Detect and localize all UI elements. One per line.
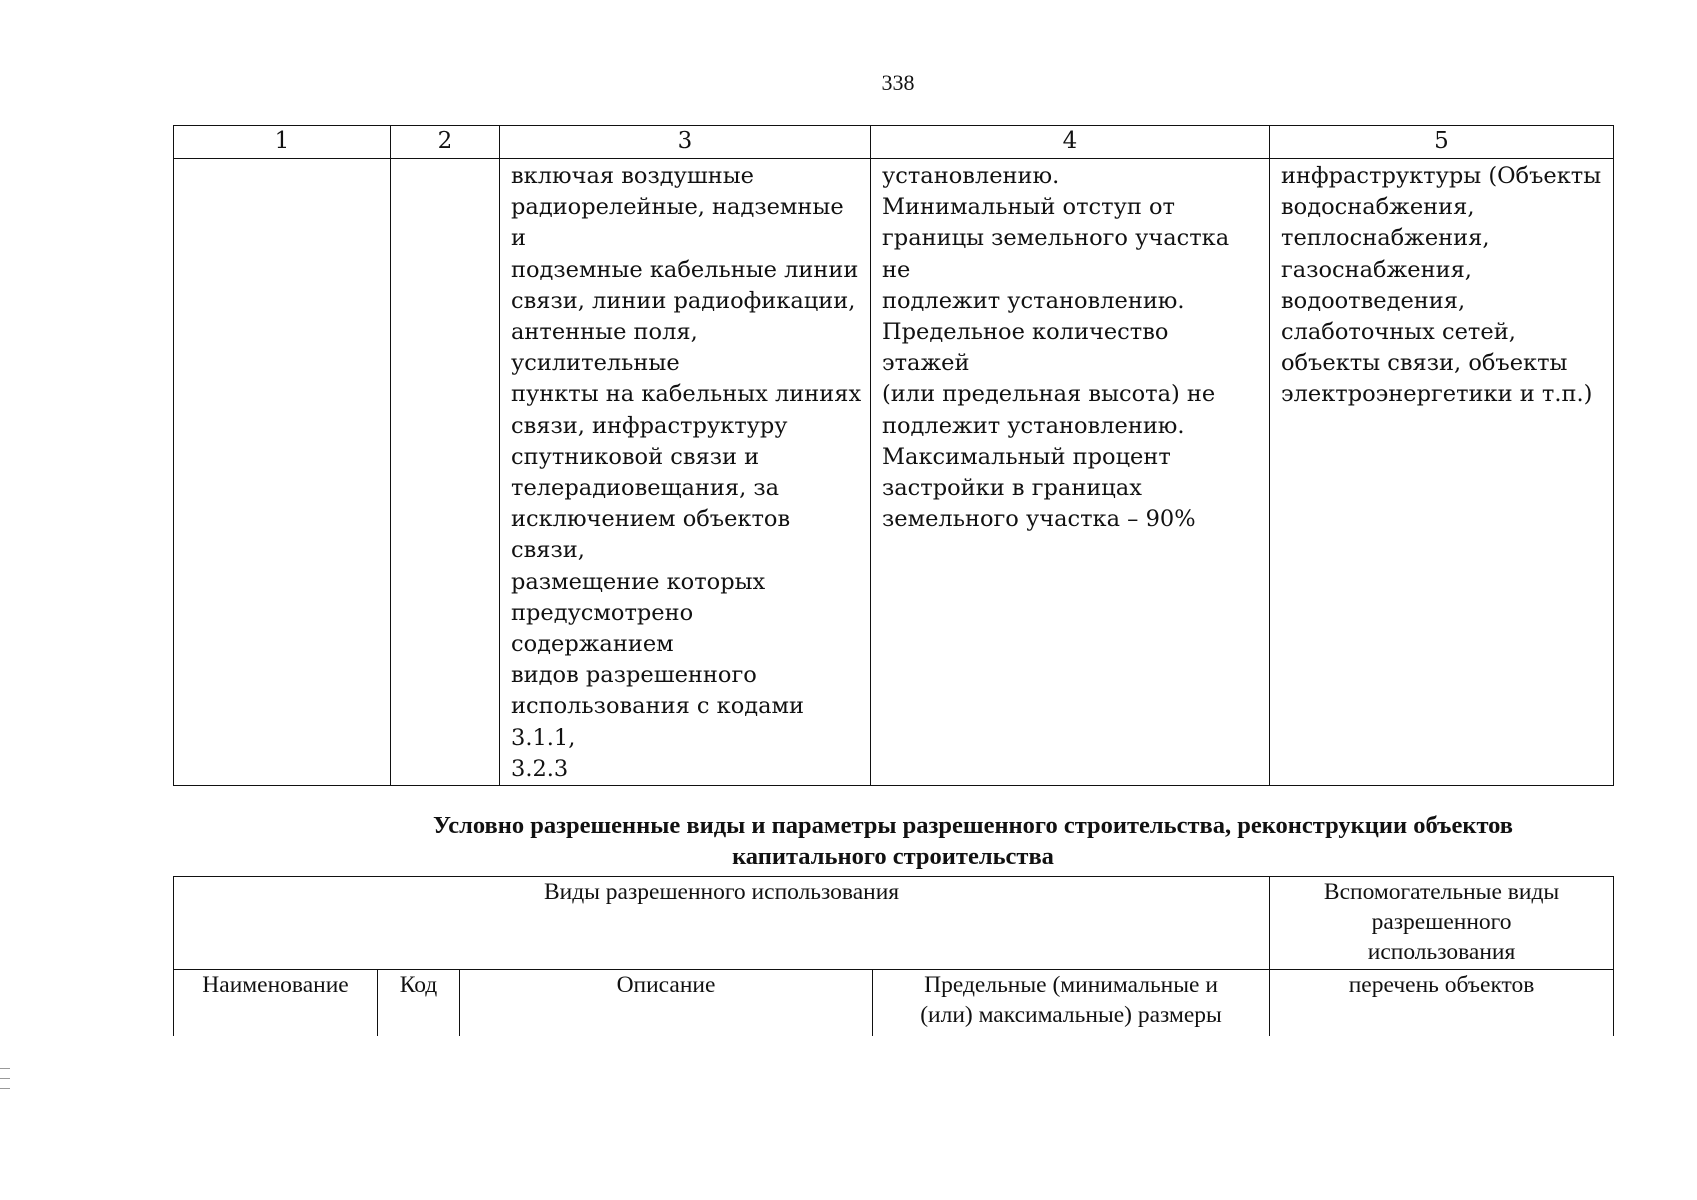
table-row (174, 159, 1614, 786)
parameters-line: Максимальный процент (882, 443, 1171, 470)
cell-parameters (871, 159, 1270, 786)
auxiliary-line: газоснабжения, (1281, 256, 1472, 283)
auxiliary-line: электроэнергетики и т.п.) (1281, 381, 1593, 408)
description-line: размещение которых (511, 568, 766, 595)
column-number-4: 4 (871, 126, 1270, 159)
description-line: связи, линии радиофикации, (511, 287, 856, 314)
column-header-name: Наименование (174, 970, 378, 1037)
parameters-line: подлежит установлению. (882, 287, 1185, 314)
auxiliary-line: водоснабжения, (1281, 194, 1475, 221)
auxiliary-header-line: разрешенного (1371, 909, 1512, 935)
description-line: антенные поля, усилительные (511, 319, 698, 377)
parameters-line: застройки в границах (882, 475, 1142, 502)
description-line: радиорелейные, надземные и (511, 194, 844, 252)
section-title (173, 810, 1613, 872)
description-line: использования с кодами 3.1.1, (511, 693, 805, 751)
description-line: подземные кабельные линии (511, 256, 859, 283)
continuation-table (173, 125, 1614, 786)
column-header-description: Описание (460, 970, 873, 1037)
parameters-line: установлению. (882, 163, 1060, 189)
section-title-line-2: капитального строительства (732, 843, 1054, 870)
cell-name (174, 159, 391, 786)
auxiliary-line: объекты связи, объекты (1281, 350, 1568, 377)
limits-header-line: (или) максимальные) размеры (920, 1002, 1222, 1028)
binding-mark (0, 1068, 10, 1069)
page-number: 338 (881, 70, 915, 95)
binding-mark (0, 1078, 10, 1079)
parameters-line: Минимальный отступ от (882, 194, 1175, 221)
binding-mark (0, 1088, 10, 1089)
auxiliary-line: теплоснабжения, (1281, 225, 1490, 252)
parameters-line: границы земельного участка не (882, 225, 1230, 283)
auxiliary-header-line: Вспомогательные виды (1323, 879, 1560, 905)
page-bottom-whitespace (0, 1036, 1697, 1200)
parameters-line: земельного участка – 90% (882, 506, 1196, 533)
description-line: предусмотрено содержанием (511, 599, 694, 658)
description-line: включая воздушные (511, 163, 754, 189)
column-header-code: Код (378, 970, 460, 1037)
cell-code (391, 159, 500, 786)
cell-description (500, 159, 871, 786)
column-number-5: 5 (1270, 126, 1614, 159)
column-number-row (174, 126, 1614, 159)
cell-auxiliary (1270, 159, 1614, 786)
auxiliary-line: слаботочных сетей, (1281, 319, 1516, 346)
column-header-aux-list: перечень объектов (1270, 970, 1614, 1037)
group-header-row (174, 877, 1614, 970)
column-number-3: 3 (500, 126, 871, 159)
section-title-line-1: Условно разрешенные виды и параметры разрешенного строительства, реконструкции объектов (432, 812, 1514, 839)
auxiliary-line: водоотведения, (1281, 287, 1466, 314)
group-header-auxiliary-uses (1270, 877, 1614, 970)
description-line: исключением объектов связи, (511, 506, 791, 564)
description-line: пункты на кабельных линиях (511, 381, 862, 408)
column-number-2: 2 (391, 126, 500, 159)
conditional-uses-table (173, 876, 1614, 1036)
parameters-line: (или предельная высота) не (882, 381, 1216, 408)
description-line: связи, инфраструктуру (511, 412, 788, 439)
limits-header-line: Предельные (минимальные и (924, 972, 1218, 998)
column-number-1: 1 (174, 126, 391, 159)
column-header-row (174, 970, 1614, 1037)
auxiliary-header-line: использования (1367, 939, 1516, 965)
parameters-line: Предельное количество этажей (882, 319, 1169, 377)
description-line: видов разрешенного (511, 662, 757, 689)
group-header-permitted-uses: Виды разрешенного использования (174, 877, 1270, 970)
column-header-limits (873, 970, 1270, 1037)
description-line: спутниковой связи и (511, 443, 760, 470)
description-line: 3.2.3 (511, 755, 569, 782)
parameters-line: подлежит установлению. (882, 412, 1185, 439)
auxiliary-line: инфраструктуры (Объекты (1281, 163, 1602, 189)
description-line: телерадиовещания, за (511, 475, 780, 502)
